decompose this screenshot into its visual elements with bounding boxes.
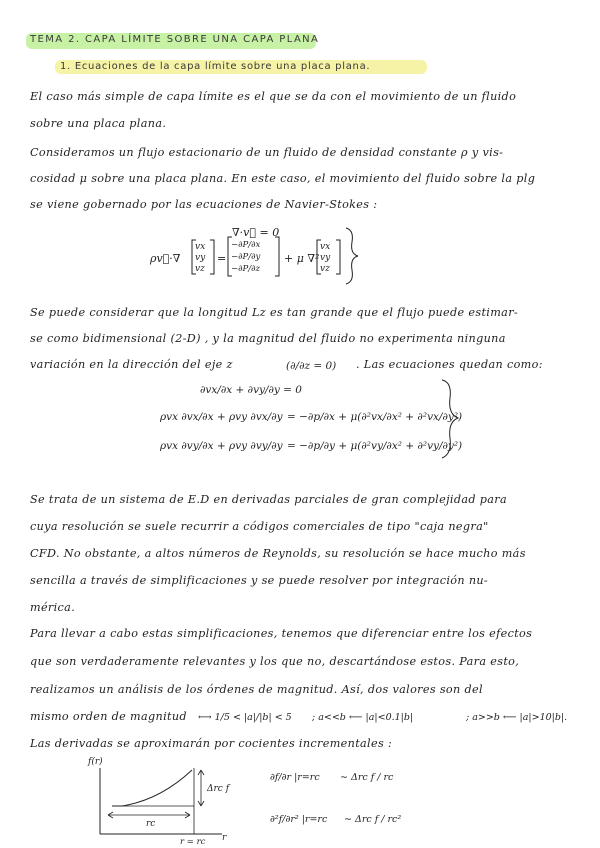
text-line: se viene gobernado por las ecuaciones de Navier-Stokes :: [30, 198, 378, 211]
gradient-component: −∂P/∂x: [231, 240, 261, 250]
page-title: TEMA 2. CAPA LÍMITE SOBRE UNA CAPA PLANA: [30, 34, 320, 45]
vector-component: vz: [320, 264, 330, 274]
text-line: se como bidimensional (2-D) , y la magnitud del fluido no experimenta ninguna: [30, 332, 506, 345]
system-brace: [346, 228, 358, 284]
text-line: cuya resolución se suele recurrir a códigos comerciales de tipo "caja negra": [30, 520, 489, 533]
vector-component: vx: [195, 242, 206, 252]
text-line: Se puede considerar que la longitud Lz es tan grande que el flujo puede estimar-: [30, 306, 519, 319]
momentum-x-rhs: = −∂p/∂x + μ(∂²vx/∂x² + ∂²vx/∂y²): [287, 411, 463, 423]
ns-divergence: ∇·v⃗ = 0: [232, 226, 280, 239]
text-line: Para llevar a cabo estas simplificaciones, tenemos que diferenciar entre los efectos: [30, 627, 533, 640]
text-line: mismo orden de magnitud: [30, 710, 187, 723]
rc-span-label: rc: [146, 819, 156, 829]
vector-component: vy: [320, 253, 331, 263]
text-line: Se trata de un sistema de E.D en derivadas parciales de gran complejidad para: [30, 493, 508, 506]
order-less: ; a<<b ⟵ |a|<0.1|b|: [312, 712, 414, 723]
second-approximation: ∼ Δrc f / rc²: [344, 814, 402, 825]
ns-convective-term: ρv⃗·∇: [150, 252, 181, 265]
text-line: que son verdaderamente relevantes y los que no, descartándose estos. Para esto,: [30, 655, 520, 668]
continuity-equation: ∂vx/∂x + ∂vy/∂y = 0: [200, 384, 302, 396]
section-title: 1. Ecuaciones de la capa límite sobre una placa plana.: [60, 61, 371, 72]
text-line: Consideramos un flujo estacionario de un fluido de densidad constante ρ y vis-: [30, 146, 504, 159]
vector-component: vz: [195, 264, 205, 274]
z-derivative-zero: (∂/∂z = 0): [286, 360, 337, 372]
momentum-x-lhs: ρvx ∂vx/∂x + ρvy ∂vx/∂y: [160, 411, 283, 423]
vector-component: vx: [320, 242, 331, 252]
ns-viscous-term: + μ ∇²: [284, 252, 320, 265]
text-line: El caso más simple de capa límite es el que se da con el movimiento de un fluido: [30, 90, 517, 103]
text-line: mérica.: [30, 601, 76, 614]
bracket-right: [336, 240, 340, 274]
text-line: cosidad μ sobre una placa plana. En este caso, el movimiento del fluido sobre la plg: [30, 172, 536, 185]
rc-tick-label: r = rc: [180, 837, 206, 847]
gradient-component: −∂P/∂z: [231, 264, 260, 274]
vector-component: vy: [195, 253, 206, 263]
function-curve: [112, 770, 192, 806]
equals-sign: =: [217, 252, 227, 265]
momentum-y-rhs: = −∂p/∂y + μ(∂²vy/∂x² + ∂²vy/∂y²): [287, 440, 463, 452]
text-line: . Las ecuaciones quedan como:: [356, 358, 543, 371]
text-line: sencilla a través de simplificaciones y se puede resolver por integración nu-: [30, 574, 489, 587]
text-line: Las derivadas se aproximarán por cocientes incrementales :: [30, 737, 393, 750]
graph-x-label: r: [222, 833, 227, 843]
graph-y-label: f(r): [88, 757, 103, 767]
order-greater: ; a>>b ⟵ |a|>10|b|.: [466, 712, 568, 723]
first-derivative: ∂f/∂r |r=rc: [270, 772, 320, 783]
delta-label: Δrc f: [207, 784, 230, 794]
gradient-component: −∂P/∂y: [231, 252, 261, 262]
second-derivative: ∂²f/∂r² |r=rc: [270, 814, 328, 825]
order-same: ⟷ 1/5 < |a|/|b| < 5: [198, 712, 292, 723]
bracket-right: [275, 237, 279, 276]
text-line: CFD. No obstante, a altos números de Reynolds, su resolución se hace mucho más: [30, 547, 526, 560]
momentum-y-lhs: ρvx ∂vy/∂x + ρvy ∂vy/∂y: [160, 440, 283, 452]
first-approximation: ∼ Δrc f / rc: [340, 772, 394, 783]
bracket-right: [210, 240, 214, 274]
text-line: variación en la dirección del eje z: [30, 358, 233, 371]
text-line: sobre una placa plana.: [30, 117, 167, 130]
text-line: realizamos un análisis de los órdenes de magnitud. Así, dos valores son del: [30, 683, 483, 696]
